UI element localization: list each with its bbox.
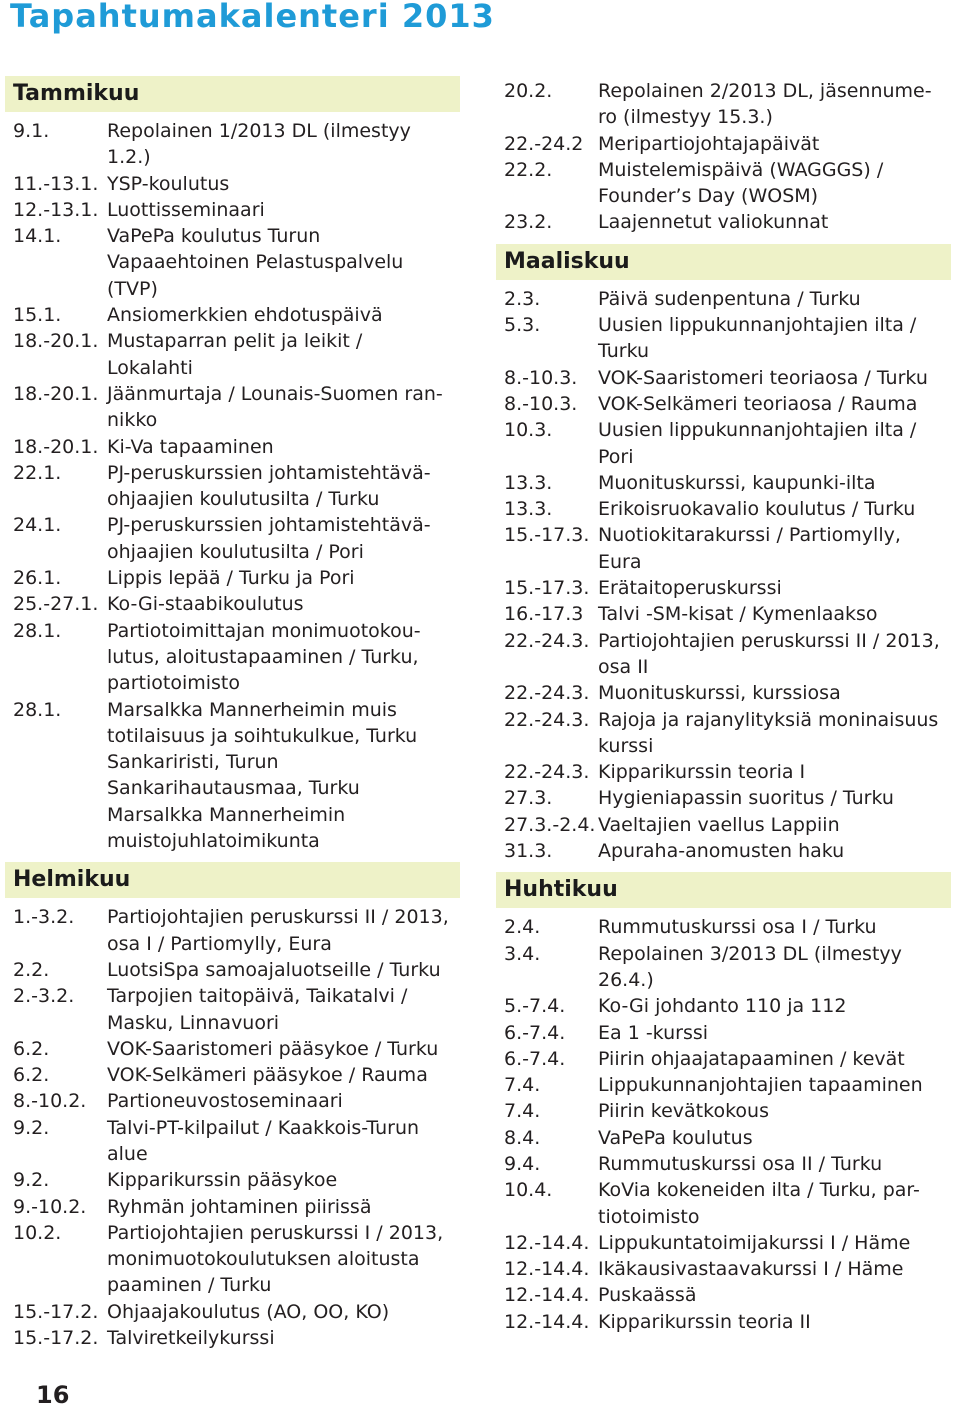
event-row (496, 1230, 951, 1256)
event-description: Partiojohtajien peruskurssi II / 2013, osa II (598, 629, 940, 678)
event-description: Marsalkka Mannerheimin muis totilaisuus ja soihtukulkue, Turku Sankariristi, Turun Sankarihautausmaa, Turku Marsalkka Mannerheimin muistojuhlatoimikunta (107, 698, 418, 853)
event-row (496, 1256, 951, 1282)
event-row (496, 286, 951, 312)
event-description: VaPePa koulutus (598, 1126, 753, 1149)
event-row (5, 618, 460, 697)
event-date: 13.3. (504, 498, 553, 521)
event-description: Uusien lippukunnanjohtajien ilta / Turku (598, 314, 917, 363)
event-description: Ea 1 -kurssi (598, 1021, 709, 1044)
event-date: 16.-17.3 (504, 603, 584, 626)
event-row (5, 697, 460, 855)
month-section (496, 872, 951, 1335)
event-date: 6.-7.4. (504, 1021, 566, 1044)
event-row (496, 1309, 951, 1335)
event-date: 27.3. (504, 787, 553, 810)
event-row (496, 365, 951, 391)
event-description: Partiojohtajien peruskurssi I / 2013, monimuotokoulutuksen aloitusta paaminen / Turku (107, 1221, 444, 1297)
event-row (496, 759, 951, 785)
event-description: KoVia kokeneiden ilta / Turku, par- tiotoimisto (598, 1179, 920, 1228)
event-date: 2.-3.2. (13, 985, 75, 1008)
event-row (5, 171, 460, 197)
event-description: Mustaparran pelit ja leikit / Lokalahti (107, 330, 363, 379)
event-date: 18.-20.1. (13, 382, 99, 405)
event-date: 22.2. (504, 158, 553, 181)
event-description: Jäänmurtaja / Lounais-Suomen ran- nikko (107, 382, 443, 432)
event-description: Muonituskurssi, kurssiosa (598, 682, 841, 705)
event-row (5, 328, 460, 381)
event-date: 12.-14.4. (504, 1231, 590, 1254)
event-row (496, 496, 951, 522)
event-row (496, 1151, 951, 1177)
event-description: VOK-Selkämeri teoriaosa / Rauma (598, 392, 918, 415)
event-description: PJ-peruskurssien johtamistehtävä- ohjaajien koulutusilta / Turku (107, 461, 431, 511)
event-date: 9.2. (13, 1169, 50, 1192)
event-description: Uusien lippukunnanjohtajien ilta / Pori (598, 419, 917, 468)
event-description: Repolainen 2/2013 DL, jäsennume- ro (ilmestyy 15.3.) (598, 80, 932, 129)
event-row (5, 983, 460, 1036)
event-row (5, 1299, 460, 1325)
event-description: Laajennetut valiokunnat (598, 211, 829, 234)
left-column (5, 76, 460, 1359)
event-date: 20.2. (504, 80, 553, 102)
event-description: Erätaitoperuskurssi (598, 577, 782, 600)
event-date: 22.-24.2 (504, 132, 584, 155)
event-row (5, 1036, 460, 1062)
event-row (496, 131, 951, 157)
event-row (496, 628, 951, 681)
event-description: Ko-Gi-staabikoulutus (107, 593, 304, 616)
event-description: Meripartiojohtajapäivät (598, 132, 820, 155)
event-description: Kipparikurssin teoria II (598, 1310, 811, 1333)
event-row (5, 957, 460, 983)
event-row (496, 1020, 951, 1046)
event-date: 24.1. (13, 514, 62, 537)
event-description: Muistelemispäivä (WAGGGS) / Founder’s Day (WOSM) (598, 158, 884, 208)
event-date: 10.2. (13, 1221, 62, 1244)
event-date: 1.-3.2. (13, 906, 75, 929)
event-description: Repolainen 3/2013 DL (ilmestyy 26.4.) (598, 942, 902, 991)
event-description: Lippukunnanjohtajien tapaaminen (598, 1074, 923, 1097)
event-date: 26.1. (13, 567, 62, 590)
event-date: 12.-14.4. (504, 1310, 590, 1333)
month-section (5, 862, 460, 1351)
event-date: 12.-14.4. (504, 1258, 590, 1281)
event-row (496, 680, 951, 706)
event-description: Luottisseminaari (107, 198, 265, 221)
right-column (496, 78, 951, 1343)
event-date: 7.4. (504, 1100, 541, 1123)
event-row (496, 1282, 951, 1308)
event-description: Rummutuskurssi osa I / Turku (598, 916, 877, 939)
event-row (496, 575, 951, 601)
event-description: Piirin ohjaajatapaaminen / kevät (598, 1047, 905, 1070)
event-date: 5.-7.4. (504, 995, 566, 1018)
event-description: Talvi-PT-kilpailut / Kaakkois-Turun alue (107, 1116, 420, 1165)
event-description: Apuraha-anomusten haku (598, 840, 845, 863)
event-date: 2.2. (13, 958, 50, 981)
event-description: Muonituskurssi, kaupunki-ilta (598, 471, 876, 494)
month-header: Maaliskuu (496, 244, 951, 280)
event-date: 22.1. (13, 461, 62, 484)
event-row (496, 1072, 951, 1098)
event-row (5, 1115, 460, 1168)
event-row (5, 118, 460, 171)
event-description: Rajoja ja rajanylityksiä moninaisuus kurssi (598, 708, 939, 757)
event-row (496, 312, 951, 365)
event-description: Ki-Va tapaaminen (107, 435, 274, 458)
event-date: 12.-14.4. (504, 1284, 590, 1307)
event-date: 5.3. (504, 314, 541, 337)
event-date: 9.-10.2. (13, 1195, 87, 1218)
event-date: 15.-17.3. (504, 577, 590, 600)
event-date: 8.4. (504, 1126, 541, 1149)
event-row (5, 381, 460, 434)
event-date: 23.2. (504, 211, 553, 234)
event-row (5, 197, 460, 223)
event-row (5, 565, 460, 591)
event-date: 14.1. (13, 225, 62, 248)
event-description: Nuotiokitarakurssi / Partiomylly, Eura (598, 524, 901, 573)
page-number: 16 (36, 1381, 70, 1409)
event-description: Puskaässä (598, 1284, 697, 1307)
page-title: Tapahtumakalenteri 2013 (10, 0, 495, 35)
event-description: Vaeltajien vaellus Lappiin (598, 813, 840, 836)
event-description: Lippukuntatoimijakurssi I / Häme (598, 1231, 911, 1254)
event-date: 28.1. (13, 619, 62, 642)
event-description: Ikäkausivastaavakurssi I / Häme (598, 1258, 904, 1281)
month-section (496, 244, 951, 865)
event-date: 22.-24.3. (504, 682, 590, 705)
event-row (5, 460, 460, 513)
event-description: Partiojohtajien peruskurssi II / 2013, osa I / Partiomylly, Eura (107, 906, 449, 955)
event-row (5, 1325, 460, 1351)
event-row (496, 1098, 951, 1124)
event-date: 18.-20.1. (13, 330, 99, 353)
event-row (5, 904, 460, 957)
event-date: 12.-13.1. (13, 198, 99, 221)
event-date: 2.3. (504, 287, 541, 310)
event-description: LuotsiSpa samoajaluotseille / Turku (107, 958, 441, 981)
event-row (496, 470, 951, 496)
event-description: Rummutuskurssi osa II / Turku (598, 1152, 883, 1175)
event-description: VaPePa koulutus Turun Vapaaehtoinen Pelastuspalvelu (TVP) (107, 225, 404, 300)
event-row (496, 707, 951, 760)
event-description: Talviretkeilykurssi (107, 1327, 275, 1350)
event-row (5, 1167, 460, 1193)
event-date: 6.2. (13, 1064, 50, 1087)
event-date: 15.1. (13, 304, 62, 327)
event-date: 10.3. (504, 419, 553, 442)
event-row (5, 1062, 460, 1088)
event-description: VOK-Saaristomeri teoriaosa / Turku (598, 366, 928, 389)
event-description: Ko-Gi johdanto 110 ja 112 (598, 995, 847, 1018)
event-date: 22.-24.3. (504, 708, 590, 731)
event-description: Partiotoimittajan monimuotokou- lutus, aloitustapaaminen / Turku, partiotoimisto (107, 619, 421, 695)
event-description: Erikoisruokavalio koulutus / Turku (598, 498, 916, 521)
event-row (5, 512, 460, 565)
event-row (496, 1125, 951, 1151)
event-row (5, 434, 460, 460)
event-description: Partioneuvostoseminaari (107, 1090, 343, 1113)
event-description: Kipparikurssin pääsykoe (107, 1169, 338, 1192)
event-date: 6.-7.4. (504, 1047, 566, 1070)
event-date: 8.-10.3. (504, 366, 578, 389)
event-date: 8.-10.3. (504, 392, 578, 415)
event-description: Lippis lepää / Turku ja Pori (107, 567, 355, 590)
event-description: VOK-Selkämeri pääsykoe / Rauma (107, 1064, 428, 1087)
event-row (5, 1220, 460, 1299)
event-row (496, 1046, 951, 1072)
event-row (496, 1177, 951, 1230)
event-date: 8.-10.2. (13, 1090, 87, 1113)
event-description: Kipparikurssin teoria I (598, 761, 806, 784)
event-date: 9.2. (13, 1116, 50, 1139)
event-date: 27.3.-2.4. (504, 813, 596, 836)
event-row (5, 1088, 460, 1114)
event-row (496, 78, 951, 131)
event-description: VOK-Saaristomeri pääsykoe / Turku (107, 1037, 439, 1060)
event-row (496, 522, 951, 575)
month-header: Tammikuu (5, 76, 460, 112)
event-row (496, 209, 951, 235)
event-description: Repolainen 1/2013 DL (ilmestyy 1.2.) (107, 120, 411, 169)
event-row (496, 812, 951, 838)
event-date: 9.4. (504, 1152, 541, 1175)
month-section (496, 78, 951, 236)
month-section (5, 76, 460, 854)
event-date: 2.4. (504, 916, 541, 939)
event-description: Ohjaajakoulutus (AO, OO, KO) (107, 1300, 390, 1323)
event-date: 3.4. (504, 942, 541, 965)
event-date: 9.1. (13, 120, 50, 142)
event-date: 22.-24.3. (504, 761, 590, 784)
event-date: 10.4. (504, 1179, 553, 1202)
event-date: 18.-20.1. (13, 435, 99, 458)
event-row (496, 157, 951, 210)
event-row (496, 417, 951, 470)
event-date: 22.-24.3. (504, 629, 590, 652)
event-date: 31.3. (504, 840, 553, 863)
event-date: 6.2. (13, 1037, 50, 1060)
event-row (496, 941, 951, 994)
month-header: Helmikuu (5, 862, 460, 898)
event-row (5, 223, 460, 302)
event-date: 11.-13.1. (13, 172, 99, 195)
event-description: Hygieniapassin suoritus / Turku (598, 787, 894, 810)
event-date: 13.3. (504, 471, 553, 494)
event-date: 15.-17.3. (504, 524, 590, 547)
event-row (5, 591, 460, 617)
event-row (496, 914, 951, 940)
event-date: 25.-27.1. (13, 593, 99, 616)
event-date: 28.1. (13, 698, 62, 721)
event-description: PJ-peruskurssien johtamistehtävä- ohjaajien koulutusilta / Pori (107, 514, 431, 563)
event-description: Ryhmän johtaminen piirissä (107, 1195, 372, 1218)
event-description: Piirin kevätkokous (598, 1100, 769, 1123)
event-row (496, 993, 951, 1019)
event-date: 15.-17.2. (13, 1327, 99, 1350)
event-row (496, 838, 951, 864)
event-date: 7.4. (504, 1074, 541, 1097)
month-header: Huhtikuu (496, 872, 951, 908)
event-description: YSP-koulutus (107, 172, 230, 195)
event-row (496, 601, 951, 627)
event-description: Ansiomerkkien ehdotuspäivä (107, 304, 383, 327)
event-description: Talvi -SM-kisat / Kymenlaakso (598, 603, 878, 626)
event-row (5, 1194, 460, 1220)
event-row (496, 785, 951, 811)
event-description: Tarpojien taitopäivä, Taikatalvi / Masku, Linnavuori (107, 985, 408, 1034)
event-row (5, 302, 460, 328)
event-row (496, 391, 951, 417)
event-description: Päivä sudenpentuna / Turku (598, 287, 861, 310)
event-date: 15.-17.2. (13, 1300, 99, 1323)
